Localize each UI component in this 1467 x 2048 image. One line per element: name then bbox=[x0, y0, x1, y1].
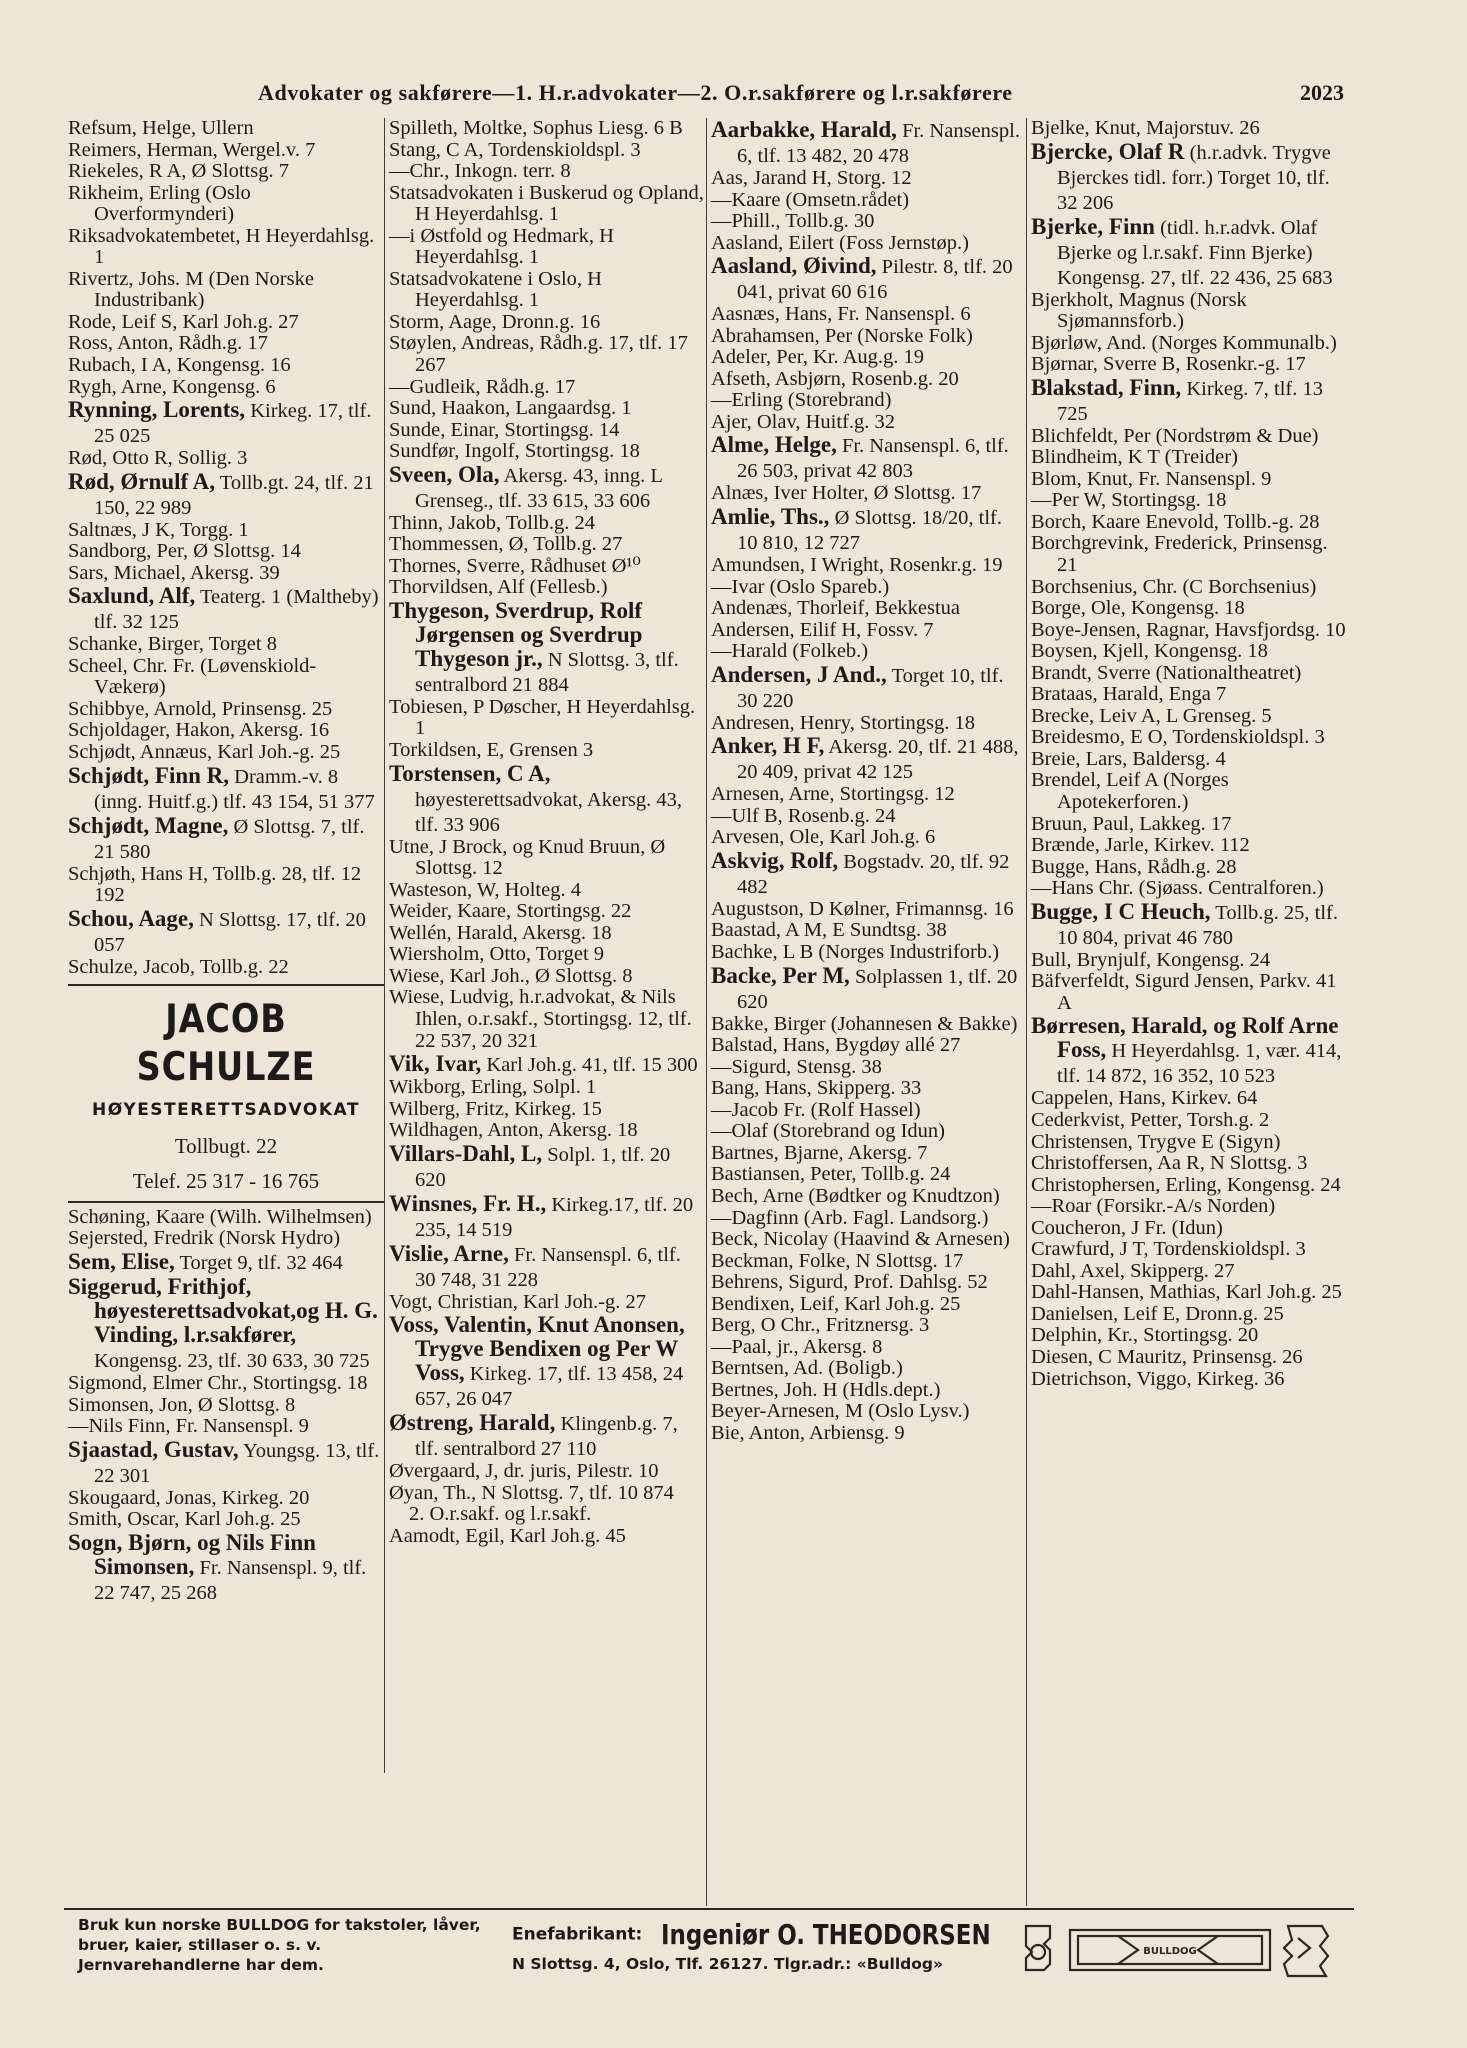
directory-entry: Storm, Aage, Dronn.g. 16 bbox=[389, 310, 601, 333]
directory-entry: Sund, Haakon, Langaardsg. 1 bbox=[389, 397, 632, 420]
directory-entry: Bie, Anton, Arbiensg. 9 bbox=[711, 1421, 905, 1444]
directory-entry: Bendixen, Leif, Karl Joh.g. 25 bbox=[711, 1292, 961, 1315]
entry-details: Ø Slottsg. 18/20, tlf. 10 810, 12 727 bbox=[737, 507, 1002, 555]
directory-entry: Wiese, Ludvig, h.r.advokat, & Nils Ihlen, o.r.sakf., Stortingsg. 12, tlf. 22 537, 20 321 bbox=[389, 986, 692, 1052]
directory-entry bbox=[389, 1142, 705, 1192]
directory-entry: Schjoldager, Hakon, Akersg. 16 bbox=[68, 719, 330, 742]
directory-entry bbox=[68, 584, 384, 634]
directory-column-1 bbox=[68, 118, 384, 1605]
directory-entry: Schibbye, Arnold, Prinsensg. 25 bbox=[68, 697, 333, 720]
directory-entry: Smith, Oscar, Karl Joh.g. 25 bbox=[68, 1508, 301, 1531]
directory-entry: Reimers, Herman, Wergel.v. 7 bbox=[68, 138, 316, 161]
entry-name: Vislie, Arne, bbox=[389, 1240, 509, 1266]
entry-details: Torget 10, tlf. 30 220 bbox=[737, 664, 1004, 712]
directory-entry: Wildhagen, Anton, Akersg. 18 bbox=[389, 1119, 638, 1142]
directory-entry: Cederkvist, Petter, Torsh.g. 2 bbox=[1031, 1108, 1270, 1131]
directory-entry: Borge, Ole, Kongensg. 18 bbox=[1031, 597, 1245, 620]
directory-entry: —Nils Finn, Fr. Nansenspl. 9 bbox=[68, 1415, 309, 1438]
directory-entry bbox=[1031, 900, 1347, 950]
entry-name: Schjødt, Finn R, bbox=[68, 762, 230, 788]
entry-name: Thygeson, Sverdrup, Rolf Jørgensen og Sverdrup Thygeson jr., bbox=[389, 597, 643, 671]
entry-name: Schjødt, Magne, bbox=[68, 812, 229, 838]
entry-details: Kirkeg.17, tlf. 20 235, 14 519 bbox=[415, 1193, 694, 1241]
entry-details: Akersg. 43, inng. L Grenseg., tlf. 33 615, 33 606 bbox=[415, 464, 663, 512]
entry-details: Ø Slottsg. 7, tlf. 21 580 bbox=[94, 815, 365, 863]
entry-name: Amlie, Ths., bbox=[711, 504, 830, 530]
directory-entry: Christophersen, Erling, Kongensg. 24 bbox=[1031, 1173, 1341, 1196]
entry-details: Torget 9, tlf. 32 464 bbox=[174, 1251, 343, 1274]
directory-entry: —Olaf (Storebrand og Idun) bbox=[711, 1120, 945, 1143]
entry-name: Alme, Helge, bbox=[711, 432, 837, 458]
manufacturer-address: N Slottsg. 4, Oslo, Tlf. 26127. Tlgr.adr.: «Bulldog» bbox=[512, 1955, 944, 1973]
ad-address: Tollbugt. 22 bbox=[174, 1133, 278, 1158]
entry-details: Tollb.g. 25, tlf. 10 804, privat 46 780 bbox=[1057, 901, 1339, 949]
entry-name: Askvig, Rolf, bbox=[711, 847, 839, 873]
directory-entry: Beck, Nicolay (Haavind & Arnesen) bbox=[711, 1228, 1010, 1251]
entry-name: Vik, Ivar, bbox=[389, 1051, 482, 1077]
directory-entry: —Hans Chr. (Sjøass. Centralforen.) bbox=[1031, 877, 1324, 900]
entry-details: Pilestr. 8, tlf. 20 041, privat 60 616 bbox=[737, 256, 1013, 304]
entry-details: N Slottsg. 17, tlf. 20 057 bbox=[94, 908, 366, 956]
directory-entry: Spilleth, Moltke, Sophus Liesg. 6 B bbox=[389, 117, 683, 139]
directory-entry: Borch, Kaare Enevold, Tollb.-g. 28 bbox=[1031, 510, 1320, 533]
directory-entry: Bjørnar, Sverre B, Rosenkr.-g. 17 bbox=[1031, 353, 1306, 376]
directory-entry: Borchsenius, Chr. (C Borchsenius) bbox=[1031, 575, 1317, 598]
directory-entry bbox=[389, 1411, 705, 1461]
entry-details: Teaterg. 1 (Maltheby) tlf. 32 125 bbox=[94, 586, 379, 634]
entry-name: Siggerud, Frithjof, høyesterettsadvokat,og H. G. Vinding, l.r.sakfører, bbox=[68, 1273, 378, 1347]
entry-details: Klingenb.g. 7, tlf. sentralbord 27 110 bbox=[415, 1413, 678, 1461]
directory-entry: Schjøth, Hans H, Tollb.g. 28, tlf. 12 192 bbox=[68, 862, 362, 907]
directory-entry: Schulze, Jacob, Tollb.g. 22 bbox=[68, 955, 289, 978]
directory-entry: Sars, Michael, Akersg. 39 bbox=[68, 561, 280, 584]
directory-entry: Schanke, Birger, Torget 8 bbox=[68, 633, 277, 656]
directory-entry: Riksadvokatembetet, H Heyerdahlsg. 1 bbox=[68, 224, 375, 269]
directory-entry: Dahl-Hansen, Mathias, Karl Joh.g. 25 bbox=[1031, 1281, 1342, 1304]
directory-entry: Rikheim, Erling (Oslo Overformynderi) bbox=[68, 181, 251, 226]
directory-entry: Øyan, Th., N Slottsg. 7, tlf. 10 874 bbox=[389, 1481, 674, 1504]
entry-name: Voss, Valentin, Knut Anonsen, Trygve Bendixen og Per W Voss, bbox=[389, 1312, 685, 1386]
entry-details: Kirkeg. 17, tlf. 25 025 bbox=[94, 400, 372, 448]
directory-entry: Brendel, Leif A (Norges Apotekerforen.) bbox=[1031, 769, 1229, 814]
entry-name: Bjercke, Olaf R bbox=[1031, 138, 1185, 164]
directory-entry: Riekeles, R A, Ø Slottsg. 7 bbox=[68, 160, 289, 183]
directory-entry: Thorvildsen, Alf (Fellesb.) bbox=[389, 576, 608, 599]
entry-name: Aasland, Øivind, bbox=[711, 253, 877, 279]
directory-entry: Wikborg, Erling, Solpl. 1 bbox=[389, 1076, 597, 1099]
directory-entry: Bull, Brynjulf, Kongensg. 24 bbox=[1031, 948, 1271, 971]
entry-details: N Slottsg. 3, tlf. sentralbord 21 884 bbox=[415, 648, 679, 696]
directory-entry: —Per W, Stortingsg. 18 bbox=[1031, 489, 1227, 512]
entry-name: Blakstad, Finn, bbox=[1031, 374, 1182, 400]
directory-entry: Andersen, Eilif H, Fossv. 7 bbox=[711, 618, 934, 641]
footer-advert-text: Bruk kun norske BULLDOG for takstoler, låver, bruer, kaier, stillaser o. s. v. Jernvarehandlerne har dem. bbox=[78, 1916, 481, 1974]
directory-entry: Diesen, C Mauritz, Prinsensg. 26 bbox=[1031, 1345, 1303, 1368]
page-number: 2023 bbox=[1300, 80, 1344, 105]
directory-entry bbox=[68, 1438, 384, 1488]
page-header-title: Advokater og sakførere—1. H.r.advokater—2. O.r.sakførere og l.r.sakførere bbox=[258, 80, 1013, 105]
directory-entry: Balstad, Hans, Bygdøy allé 27 bbox=[711, 1034, 961, 1057]
directory-entry bbox=[711, 849, 1027, 899]
entry-details: Fr. Nansenspl. 6, tlf. 30 748, 31 228 bbox=[415, 1243, 681, 1291]
directory-entry: —Jacob Fr. (Rolf Hassel) bbox=[711, 1098, 921, 1121]
directory-entry bbox=[68, 907, 384, 957]
advertisement-box bbox=[68, 984, 384, 1203]
directory-entry: —Harald (Folkeb.) bbox=[711, 640, 869, 663]
directory-entry: Wellén, Harald, Akersg. 18 bbox=[389, 921, 612, 944]
directory-column-2 bbox=[389, 118, 705, 1547]
entry-name: Villars-Dahl, L, bbox=[389, 1140, 543, 1166]
directory-entry: Blindheim, K T (Treider) bbox=[1031, 446, 1238, 469]
directory-entry: Brataas, Harald, Enga 7 bbox=[1031, 683, 1227, 706]
directory-entry bbox=[389, 1052, 705, 1077]
directory-entry bbox=[389, 463, 705, 513]
directory-entry: —Sigurd, Stensg. 38 bbox=[711, 1055, 882, 1078]
directory-entry: Thornes, Sverre, Rådhuset Ø¹⁰ bbox=[389, 554, 641, 577]
directory-entry bbox=[68, 814, 384, 864]
directory-entry: Tobiesen, P Døscher, H Heyerdahlsg. 1 bbox=[389, 695, 696, 740]
directory-entry: Danielsen, Leif E, Dronn.g. 25 bbox=[1031, 1302, 1284, 1325]
directory-entry: Afseth, Asbjørn, Rosenb.g. 20 bbox=[711, 367, 959, 390]
entry-name: Østreng, Harald, bbox=[389, 1410, 556, 1436]
directory-entry: Schjødt, Annæus, Karl Joh.-g. 25 bbox=[68, 741, 341, 764]
directory-entry: Blichfeldt, Per (Nordstrøm & Due) bbox=[1031, 424, 1319, 447]
entry-name: Andersen, J And., bbox=[711, 661, 887, 687]
directory-entry: Boye-Jensen, Ragnar, Havsfjordsg. 10 bbox=[1031, 618, 1346, 641]
directory-entry: Støylen, Andreas, Rådh.g. 17, tlf. 17 267 bbox=[389, 332, 688, 377]
directory-entry: Delphin, Kr., Stortingsg. 20 bbox=[1031, 1324, 1259, 1347]
directory-entry bbox=[68, 764, 384, 814]
directory-entry: Dahl, Axel, Skipperg. 27 bbox=[1031, 1259, 1235, 1282]
directory-entry: Statsadvokatene i Oslo, H Heyerdahlsg. 1 bbox=[389, 267, 602, 312]
directory-entry: Boysen, Kjell, Kongensg. 18 bbox=[1031, 640, 1268, 663]
directory-entry: Andresen, Henry, Stortingsg. 18 bbox=[711, 711, 975, 734]
entry-name: Sogn, Bjørn, og Nils Finn Simonsen, bbox=[68, 1529, 316, 1579]
directory-entry: Bjerkholt, Magnus (Norsk Sjømannsforb.) bbox=[1031, 288, 1247, 333]
directory-entry: Thommessen, Ø, Tollb.g. 27 bbox=[389, 533, 623, 556]
directory-entry: Bastiansen, Peter, Tollb.g. 24 bbox=[711, 1163, 951, 1186]
directory-entry: Torkildsen, E, Grensen 3 bbox=[389, 739, 594, 762]
entry-details: Bogstadv. 20, tlf. 92 482 bbox=[737, 850, 1010, 898]
entry-details: Akersg. 20, tlf. 21 488, 20 409, privat 42 125 bbox=[737, 736, 1019, 784]
entry-name: Anker, H F, bbox=[711, 733, 825, 759]
directory-entry: Arnesen, Arne, Stortingsg. 12 bbox=[711, 783, 955, 806]
directory-entry bbox=[68, 1250, 384, 1275]
entry-details: Solpl. 1, tlf. 20 620 bbox=[415, 1143, 671, 1191]
directory-entry bbox=[711, 433, 1027, 483]
directory-entry: Sunde, Einar, Stortingsg. 14 bbox=[389, 418, 620, 441]
directory-entry: Crawfurd, J T, Tordenskioldspl. 3 bbox=[1031, 1238, 1306, 1261]
entry-details: Kirkeg. 7, tlf. 13 725 bbox=[1057, 377, 1323, 425]
entry-name: Sveen, Ola, bbox=[389, 461, 500, 487]
entry-name: Sjaastad, Gustav, bbox=[68, 1436, 239, 1462]
footer-manufacturer bbox=[512, 1918, 1012, 1973]
directory-entry: —Erling (Storebrand) bbox=[711, 389, 892, 412]
directory-entry: Behrens, Sigurd, Prof. Dahlsg. 52 bbox=[711, 1271, 988, 1294]
directory-entry bbox=[68, 1275, 384, 1373]
entry-name: Saxlund, Alf, bbox=[68, 583, 196, 609]
directory-entry: —Phill., Tollb.g. 30 bbox=[711, 210, 875, 233]
directory-entry: Blom, Knut, Fr. Nansenspl. 9 bbox=[1031, 467, 1272, 490]
bulldog-clamp-logo-icon bbox=[1018, 1918, 1343, 1982]
directory-entry bbox=[711, 254, 1027, 304]
directory-entry: Beckman, Folke, N Slottsg. 17 bbox=[711, 1249, 964, 1272]
directory-entry: Bachke, L B (Norges Industriforb.) bbox=[711, 941, 1000, 964]
entry-name: Backe, Per M, bbox=[711, 962, 850, 988]
directory-entry: Bjelke, Knut, Majorstuv. 26 bbox=[1031, 117, 1260, 139]
entry-details: (h.r.advk. Trygve Bjerckes tidl. forr.) Torget 10, tlf. 32 206 bbox=[1057, 141, 1331, 214]
manufacturer-name: Ingeniør O. THEODORSEN bbox=[661, 1918, 992, 1951]
directory-entry bbox=[68, 398, 384, 448]
directory-entry: Berntsen, Ad. (Boligb.) bbox=[711, 1357, 903, 1380]
directory-entry: Berg, O Chr., Fritznersg. 3 bbox=[711, 1314, 930, 1337]
entry-name: Bugge, I C Heuch, bbox=[1031, 898, 1211, 924]
entry-details: Fr. Nansenspl. 9, tlf. 22 747, 25 268 bbox=[94, 1556, 367, 1604]
entry-details: Youngsg. 13, tlf. 22 301 bbox=[94, 1439, 380, 1487]
directory-entry: Bang, Hans, Skipperg. 33 bbox=[711, 1077, 922, 1100]
directory-entry: Brecke, Leiv A, L Grenseg. 5 bbox=[1031, 704, 1272, 727]
directory-entry bbox=[389, 1192, 705, 1242]
directory-entry: Øvergaard, J, dr. juris, Pilestr. 10 bbox=[389, 1460, 659, 1483]
directory-entry: Weider, Kaare, Stortingsg. 22 bbox=[389, 900, 632, 923]
directory-column-3 bbox=[711, 118, 1027, 1445]
directory-entry: Adeler, Per, Kr. Aug.g. 19 bbox=[711, 346, 925, 369]
entry-name: Børresen, Harald, og Rolf Arne Foss, bbox=[1031, 1013, 1339, 1063]
entry-details: Fr. Nansenspl. 6, tlf. 13 482, 20 478 bbox=[737, 120, 1020, 167]
entry-details: Kirkeg. 17, tlf. 13 458, 24 657, 26 047 bbox=[415, 1363, 684, 1411]
directory-entry bbox=[68, 470, 384, 520]
directory-entry: Beyer-Arnesen, M (Oslo Lysv.) bbox=[711, 1400, 970, 1423]
directory-entry: Bech, Arne (Bødtker og Knudtzon) bbox=[711, 1184, 1000, 1207]
directory-entry bbox=[1031, 1014, 1347, 1088]
ad-firm-name: JACOB SCHULZE bbox=[136, 997, 316, 1091]
directory-entry: Rode, Leif S, Karl Joh.g. 27 bbox=[68, 310, 299, 333]
entry-details: Solplassen 1, tlf. 20 620 bbox=[737, 965, 1018, 1013]
entry-name: Bjerke, Finn bbox=[1031, 213, 1155, 239]
entry-name: Torstensen, C A, bbox=[389, 760, 551, 786]
directory-entry: —Dagfinn (Arb. Fagl. Landsorg.) bbox=[711, 1206, 989, 1229]
column-rule bbox=[1026, 118, 1027, 1906]
directory-entry: Breidesmo, E O, Tordenskioldspl. 3 bbox=[1031, 726, 1325, 749]
directory-entry bbox=[389, 599, 705, 697]
directory-entry: Aasland, Eilert (Foss Jernstøp.) bbox=[711, 231, 969, 254]
entry-details: Fr. Nansenspl. 6, tlf. 26 503, privat 42 803 bbox=[737, 435, 1009, 483]
directory-entry: —Ivar (Oslo Spareb.) bbox=[711, 575, 890, 598]
directory-entry: Bartnes, Bjarne, Akersg. 7 bbox=[711, 1141, 928, 1164]
directory-entry: Refsum, Helge, Ullern bbox=[68, 117, 254, 139]
directory-entry bbox=[1031, 215, 1347, 290]
directory-entry: Brandt, Sverre (Nationaltheatret) bbox=[1031, 661, 1302, 684]
directory-entry: Schøning, Kaare (Wilh. Wilhelmsen) bbox=[68, 1205, 372, 1228]
directory-entry bbox=[711, 663, 1027, 713]
directory-entry: Rød, Otto R, Sollig. 3 bbox=[68, 447, 248, 470]
entry-name: Winsnes, Fr. H., bbox=[389, 1190, 547, 1216]
entry-name: Aarbakke, Harald, bbox=[711, 117, 897, 142]
directory-entry: —Kaare (Omsetn.rådet) bbox=[711, 188, 910, 211]
directory-entry: Sandborg, Per, Ø Slottsg. 14 bbox=[68, 540, 301, 563]
directory-entry: —Paal, jr., Akersg. 8 bbox=[711, 1335, 883, 1358]
directory-entry: Thinn, Jakob, Tollb.g. 24 bbox=[389, 511, 596, 534]
directory-entry: Statsadvokaten i Buskerud og Opland, H Heyerdahlsg. 1 bbox=[389, 181, 704, 226]
directory-entry: Borchgrevink, Frederick, Prinsensg. 21 bbox=[1031, 532, 1328, 577]
directory-entry: —i Østfold og Hedmark, H Heyerdahlsg. 1 bbox=[389, 224, 614, 269]
directory-entry: Aas, Jarand H, Storg. 12 bbox=[711, 167, 912, 189]
directory-entry: —Ulf B, Rosenb.g. 24 bbox=[711, 804, 896, 827]
directory-entry: Dietrichson, Viggo, Kirkeg. 36 bbox=[1031, 1367, 1285, 1390]
directory-entry: Bugge, Hans, Rådh.g. 28 bbox=[1031, 855, 1237, 878]
directory-entry: Bruun, Paul, Lakkeg. 17 bbox=[1031, 812, 1232, 835]
entry-details: Karl Joh.g. 41, tlf. 15 300 bbox=[481, 1054, 698, 1077]
directory-entry bbox=[1031, 140, 1347, 215]
directory-entry: Aasnæs, Hans, Fr. Nansenspl. 6 bbox=[711, 303, 971, 326]
directory-entry bbox=[389, 762, 705, 837]
directory-entry: Rubach, I A, Kongensg. 16 bbox=[68, 354, 291, 377]
directory-entry: Coucheron, J Fr. (Idun) bbox=[1031, 1216, 1223, 1239]
logo-text: BULLDOG bbox=[1143, 1946, 1197, 1957]
directory-entry: Bäfverfeldt, Sigurd Jensen, Parkv. 41 A bbox=[1031, 970, 1337, 1014]
directory-entry: Simonsen, Jon, Ø Slottsg. 8 bbox=[68, 1393, 296, 1416]
directory-column-4 bbox=[1031, 118, 1347, 1390]
directory-entry: Amundsen, I Wright, Rosenkr.g. 19 bbox=[711, 554, 1003, 577]
directory-entry: —Gudleik, Rådh.g. 17 bbox=[389, 375, 576, 398]
directory-entry: Sejersted, Fredrik (Norsk Hydro) bbox=[68, 1227, 341, 1250]
directory-entry: Sigmond, Elmer Chr., Stortingsg. 18 bbox=[68, 1371, 368, 1394]
directory-entry: Bertnes, Joh. H (Hdls.dept.) bbox=[711, 1378, 941, 1401]
directory-entry: Saltnæs, J K, Torgg. 1 bbox=[68, 518, 249, 541]
column-rule bbox=[706, 118, 707, 1906]
directory-entry: Cappelen, Hans, Kirkev. 64 bbox=[1031, 1087, 1258, 1110]
directory-entry bbox=[389, 1313, 705, 1411]
directory-entry bbox=[389, 1242, 705, 1292]
ad-title: HØYESTERETTSADVOKAT bbox=[92, 1100, 360, 1121]
directory-entry: Bjørløw, And. (Norges Kommunalb.) bbox=[1031, 331, 1337, 354]
directory-entry: Rygh, Arne, Kongensg. 6 bbox=[68, 375, 276, 398]
directory-entry bbox=[711, 118, 1027, 168]
directory-entry: Alnæs, Iver Holter, Ø Slottsg. 17 bbox=[711, 482, 982, 505]
directory-entry: Wilberg, Fritz, Kirkeg. 15 bbox=[389, 1097, 602, 1120]
directory-entry: Wiersholm, Otto, Torget 9 bbox=[389, 943, 605, 966]
directory-entry bbox=[711, 734, 1027, 784]
directory-entry: Sundfør, Ingolf, Stortingsg. 18 bbox=[389, 440, 640, 463]
entry-name: Rynning, Lorents, bbox=[68, 397, 246, 423]
directory-entry: Brænde, Jarle, Kirkev. 112 bbox=[1031, 834, 1250, 857]
entry-name: Sem, Elise, bbox=[68, 1248, 175, 1274]
directory-entry: Wasteson, W, Holteg. 4 bbox=[389, 878, 581, 901]
directory-entry: Ajer, Olav, Huitf.g. 32 bbox=[711, 410, 896, 433]
directory-entry: Augustson, D Kølner, Frimannsg. 16 bbox=[711, 897, 1014, 920]
directory-entry: Utne, J Brock, og Knud Bruun, Ø Slottsg. 12 bbox=[389, 835, 666, 880]
directory-entry: Abrahamsen, Per (Norske Folk) bbox=[711, 324, 973, 347]
entry-details: Dramm.-v. 8 (inng. Huitf.g.) tlf. 43 154, 51 377 bbox=[94, 765, 375, 813]
directory-entry: —Roar (Forsikr.-A/s Norden) bbox=[1031, 1195, 1276, 1218]
manufacturer-label: Enefabrikant: bbox=[512, 1924, 643, 1945]
entry-details: (tidl. h.r.advk. Olaf Bjerke og l.r.sakf. Finn Bjerke) Kongensg. 27, tlf. 22 436, 25 683 bbox=[1057, 216, 1333, 289]
directory-entry: Scheel, Chr. Fr. (Løvenskiold-Vækerø) bbox=[68, 654, 317, 699]
entry-name: Schou, Aage, bbox=[68, 905, 194, 931]
directory-entry: Christoffersen, Aa R, N Slottsg. 3 bbox=[1031, 1152, 1308, 1175]
directory-entry: —Chr., Inkogn. terr. 8 bbox=[389, 160, 571, 183]
directory-entry bbox=[1031, 376, 1347, 426]
directory-entry bbox=[68, 1531, 384, 1605]
directory-entry: Wiese, Karl Joh., Ø Slottsg. 8 bbox=[389, 964, 633, 987]
entry-name: Rød, Ørnulf A, bbox=[68, 468, 215, 494]
entry-details: høyesterettsadvokat, Akersg. 43, tlf. 33 906 bbox=[415, 788, 683, 836]
section-heading: 2. O.r.sakf. og l.r.sakf. bbox=[409, 1503, 592, 1526]
directory-entry: Skougaard, Jonas, Kirkeg. 20 bbox=[68, 1486, 310, 1509]
column-rule bbox=[384, 118, 385, 1773]
directory-entry: Vogt, Christian, Karl Joh.-g. 27 bbox=[389, 1290, 647, 1313]
directory-entry: Andenæs, Thorleif, Bekkestua bbox=[711, 597, 960, 620]
directory-entry: Rivertz, Johs. M (Den Norske Industribank) bbox=[68, 267, 314, 312]
directory-entry: Ross, Anton, Rådh.g. 17 bbox=[68, 332, 268, 355]
directory-entry bbox=[711, 964, 1027, 1014]
directory-entry: Arvesen, Ole, Karl Joh.g. 6 bbox=[711, 826, 936, 849]
entry-details: Kongensg. 23, tlf. 30 633, 30 725 bbox=[94, 1349, 370, 1372]
directory-entry: Stang, C A, Tordenskioldspl. 3 bbox=[389, 138, 641, 161]
directory-entry bbox=[711, 505, 1027, 555]
directory-entry: Christensen, Trygve E (Sigyn) bbox=[1031, 1130, 1281, 1153]
directory-entry: Breie, Lars, Baldersg. 4 bbox=[1031, 747, 1226, 770]
entry-details: H Heyerdahlsg. 1, vær. 414, tlf. 14 872, 16 352, 10 523 bbox=[1057, 1040, 1342, 1088]
footer-rule bbox=[64, 1908, 1354, 1910]
ad-phone: Telef. 25 317 - 16 765 bbox=[132, 1169, 320, 1194]
entry-details: Tollb.gt. 24, tlf. 21 150, 22 989 bbox=[94, 471, 374, 519]
directory-entry: Baastad, A M, E Sundtsg. 38 bbox=[711, 919, 947, 942]
directory-entry: Bakke, Birger (Johannesen & Bakke) bbox=[711, 1012, 1018, 1035]
directory-entry: Aamodt, Egil, Karl Joh.g. 45 bbox=[389, 1524, 626, 1547]
